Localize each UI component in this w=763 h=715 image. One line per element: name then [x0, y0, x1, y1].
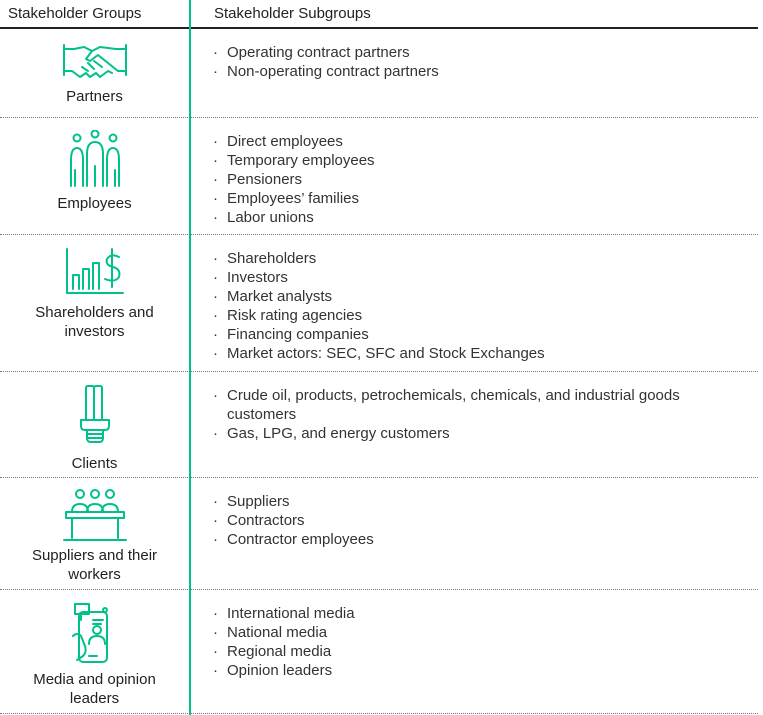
- group-label-line: leaders: [69, 690, 120, 707]
- group-label: [0, 546, 189, 584]
- list-item: · Risk rating agencies: [213, 306, 743, 325]
- list-item: · Direct employees: [213, 132, 743, 151]
- group-label: Employees: [57, 195, 132, 212]
- list-item: · International media: [213, 604, 743, 623]
- subgroup-list: [213, 132, 743, 227]
- table-row-clients: [0, 372, 758, 478]
- group-label-line: workers: [68, 566, 121, 583]
- group-label-line: Shareholders and: [35, 304, 154, 321]
- list-item: · Financing companies: [213, 325, 743, 344]
- column-divider: [189, 0, 191, 715]
- list-item: · Market analysts: [213, 287, 743, 306]
- table-header: [0, 0, 758, 29]
- group-label: [0, 303, 189, 341]
- subgroup-list: [213, 386, 743, 443]
- table-row-partners: [0, 29, 758, 118]
- groups-column-header: Stakeholder Groups: [8, 5, 142, 22]
- subgroup-list: [213, 249, 743, 363]
- handshake-icon: [62, 41, 128, 81]
- group-cell: [0, 247, 189, 341]
- group-label: Partners: [66, 88, 123, 105]
- group-cell: [0, 384, 189, 473]
- subgroup-list: [213, 492, 743, 549]
- table-row-suppliers: [0, 478, 758, 590]
- group-label: Clients: [71, 455, 118, 472]
- list-item: · National media: [213, 623, 743, 642]
- subgroup-list: [213, 43, 743, 81]
- subgroups-column-header: Stakeholder Subgroups: [214, 5, 371, 22]
- people-icon: [67, 130, 123, 188]
- table-row-shareholders: [0, 235, 758, 372]
- list-item: · Gas, LPG, and energy customers: [213, 424, 743, 443]
- group-cell: [0, 602, 189, 708]
- group-label-line: investors: [64, 323, 125, 340]
- list-item: · Contractor employees: [213, 530, 743, 549]
- list-item: · Shareholders: [213, 249, 743, 268]
- list-item: · Market actors: SEC, SFC and Stock Exchanges: [213, 344, 743, 363]
- bar-chart-dollar-icon: [65, 247, 125, 297]
- list-item: · Regional media: [213, 642, 743, 661]
- group-cell: [0, 41, 189, 106]
- list-item: · Employees’ families: [213, 189, 743, 208]
- group-cell: [0, 130, 189, 213]
- group-label-line: Media and opinion: [33, 671, 156, 688]
- list-item: · Suppliers: [213, 492, 743, 511]
- list-item: · Operating contract partners: [213, 43, 743, 62]
- list-item: · Labor unions: [213, 208, 743, 227]
- list-item: · Investors: [213, 268, 743, 287]
- smartphone-media-icon: [71, 602, 119, 664]
- list-item: · Opinion leaders: [213, 661, 743, 680]
- light-bulb-icon: [78, 384, 112, 446]
- list-item: · Temporary employees: [213, 151, 743, 170]
- list-item: · Contractors: [213, 511, 743, 530]
- table-row-employees: [0, 118, 758, 235]
- meeting-table-icon: [62, 488, 128, 542]
- group-label: [0, 670, 189, 708]
- subgroup-list: [213, 604, 743, 680]
- group-cell: [0, 488, 189, 584]
- group-label-line: Suppliers and their: [31, 547, 158, 564]
- table-row-media: [0, 590, 758, 714]
- list-item: · Non-operating contract partners: [213, 62, 743, 81]
- list-item: · Pensioners: [213, 170, 743, 189]
- list-item: · Crude oil, products, petrochemicals, chemicals, and industrial goods customers: [213, 386, 687, 424]
